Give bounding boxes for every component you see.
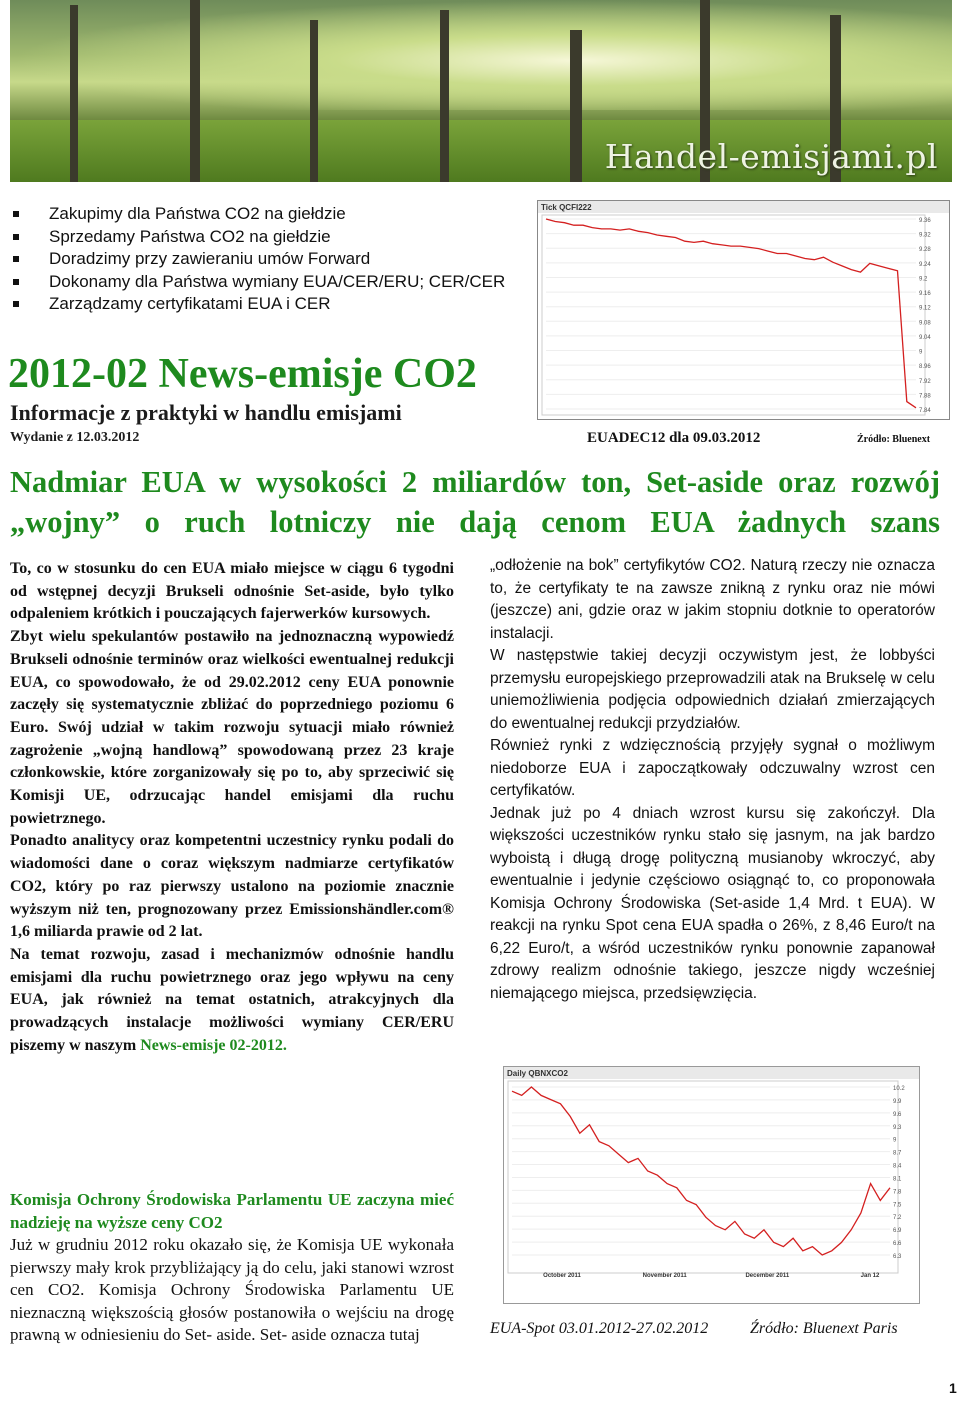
- site-logo-text: Handel-emisjami.pl: [604, 137, 938, 176]
- x-tick-label: December 2011: [745, 1273, 790, 1279]
- paragraph-text: Na temat rozwoju, zasad i mechanizmów odnośnie handlu emisjami dla ruchu powietrznego oraz jego wpływu na ceny EUA, jak również na temat ostatnich, atrakcyjnych dla prowadzących instalacje możliwości wymiany CER/ERU piszemy w naszym: [10, 945, 454, 1054]
- commission-section: [10, 1189, 454, 1347]
- y-tick-label: 9.04: [919, 334, 931, 341]
- y-tick-label: 8.1: [893, 1176, 902, 1183]
- paragraph: W następstwie takiej decyzji oczywistym jest, że lobbyści przemysłu europejskiego przeprowadzili atak na Brukselę w celu uniemożliwienia podjęcia odpowiednich działań zmierzających do ewentualnej redukcji przydziałów.: [490, 647, 935, 732]
- service-list: [10, 203, 530, 316]
- x-tick-label: October 2011: [543, 1273, 581, 1279]
- service-item: Doradzimy przy zawieraniu umów Forward: [10, 248, 530, 271]
- y-tick-label: 9.24: [919, 261, 931, 268]
- x-tick-label: Jan 12: [860, 1273, 880, 1279]
- y-tick-label: 7.88: [919, 393, 931, 400]
- service-item: Sprzedamy Państwa CO2 na giełdzie: [10, 226, 530, 249]
- y-tick-label: 7.8: [893, 1189, 902, 1196]
- y-tick-label: 6.9: [893, 1228, 902, 1235]
- y-tick-label: 7.92: [919, 378, 931, 385]
- price-chart-euadec12: [537, 200, 950, 420]
- y-tick-label: 9.12: [919, 305, 931, 312]
- chart2-source: Źródło: Bluenext Paris: [750, 1320, 898, 1337]
- y-tick-label: 9.28: [919, 247, 931, 254]
- article-headline: Nadmiar EUA w wysokości 2 miliardów ton, Set-aside oraz rozwój „wojny” o ruch lotniczy nie dają cenom EUA żadnych szans: [10, 465, 940, 539]
- chart1-source: Źródło: Bluenext: [857, 434, 931, 445]
- y-tick-label: 7.2: [893, 1215, 902, 1222]
- chart1-label: Tick QCFI222: [541, 203, 592, 212]
- y-tick-label: 10.2: [893, 1086, 905, 1092]
- y-tick-label: 7.5: [893, 1202, 902, 1209]
- y-tick-label: 8.96: [919, 364, 931, 371]
- paragraph: [10, 944, 454, 1058]
- paragraph: Jednak już po 4 dniach wzrost kursu się zakończył. Dla większości uczestników rynku stało się jasnym, na jak bardzo wyboistą i długą drogę polityczną musianoby wkroczyć, aby ewentualnie i jedynie częściowo osiągnąć to, co proponowała Komisja Ochrony Środowiska (Set-aside 1,4 Mrd. t EUA). W reakcji na rynku Spot cena EUA spadła o 26%, z 8,46 Euro/t na 6,22 Euro/t, a wśród uczestników rynku ponownie zapanował zdrowy realizm odnośnie takiego, jeszcze nigdy wcześniej niemającego miejsca, przedsięwzięcia.: [490, 804, 935, 1002]
- y-tick-label: 9.3: [893, 1124, 902, 1131]
- page-number: 1: [949, 1380, 957, 1396]
- paragraph: „odłożenie na bok” certyfikytów CO2. Naturą rzeczy nie oznacza to, że certyfikaty te na zawsze znikną z rynku oraz nie mówi (jeszcze) ani, gdzie oraz w jakim stopniu dotknie to operatorów instalacji.: [490, 557, 935, 642]
- chart2-svg: [504, 1067, 919, 1303]
- paragraph: To, co w stosunku do cen EUA miało miejsce w ciągu 6 tygodni od wstępnej decyzji Brukseli odnośnie Set-aside, było tylko odpaleniem krótkich i pouczających fajerwerków kursowych.: [10, 560, 454, 623]
- header-banner: [10, 0, 952, 182]
- chart2-caption: EUA-Spot 03.01.2012-27.02.2012: [490, 1320, 709, 1337]
- newsletter-subtitle: Informacje z praktyki w handlu emisjami: [10, 400, 402, 425]
- y-tick-label: 6.3: [893, 1254, 902, 1260]
- y-tick-label: 9.9: [893, 1098, 902, 1105]
- article-right-column: [490, 555, 935, 1005]
- newsletter-title: 2012-02 News-emisje CO2: [8, 351, 477, 397]
- paragraph: Również rynki z wdzięcznością przyjęły sygnał o możliwym niedoborze EUA i zapoczątkowały odczuwalny wzrost cen certyfikatów.: [490, 737, 935, 799]
- x-tick-label: November 2011: [642, 1273, 687, 1279]
- newsletter-link[interactable]: News-emisje 02-2012.: [140, 1036, 287, 1054]
- service-item: Dokonamy dla Państwa wymiany EUA/CER/ERU; CER/CER: [10, 271, 530, 294]
- chart1-caption: EUADEC12 dla 09.03.2012: [587, 430, 761, 446]
- issue-date: Wydanie z 12.03.2012: [10, 430, 140, 445]
- service-item: Zakupimy dla Państwa CO2 na giełdzie: [10, 203, 530, 226]
- section-heading: Komisja Ochrony Środowiska Parlamentu UE zaczyna mieć nadzieję na wyższe ceny CO2: [10, 1190, 454, 1232]
- y-tick-label: 6.6: [893, 1241, 902, 1248]
- y-tick-label: 9: [919, 349, 923, 356]
- y-tick-label: 9.6: [893, 1111, 902, 1118]
- y-tick-label: 9.16: [919, 291, 931, 298]
- paragraph: Ponadto analitycy oraz kompetentni uczestnicy rynku podali do wiadomości dane o coraz większym nadmiarze certyfikatów CO2, który po raz pierwszy ustalono na poziomie znacznie wyższym niż ten, prognozowany przez Emissionshändler.com® 1,6 miliarda prawie od 2 lat.: [10, 832, 454, 941]
- paragraph: Zbyt wielu spekulantów postawiło na jednoznaczną wypowiedź Brukseli odnośnie terminów oraz wielkości ewentualnej redukcji EUA, co spowodowało, że od 29.02.2012 ceny EUA ponownie zaczęły się systematycznie zbliżać do poprzedniego poziomu 6 Euro. Swój udział w takim rozwoju sytuacji miało również zagrożenie „wojną handlową” spowodowaną przez 23 kraje członkowskie, które zorganizowały się po to, aby sprzeciwić się Komisji UE, odrzucając handel emisjami dla ruchu powietrznego.: [10, 628, 454, 827]
- y-tick-label: 8.7: [893, 1150, 902, 1157]
- y-tick-label: 9.2: [919, 276, 928, 283]
- article-left-column: [10, 558, 454, 1057]
- y-tick-label: 9.08: [919, 320, 931, 327]
- chart1-svg: [538, 201, 949, 419]
- y-tick-label: 9.32: [919, 232, 931, 239]
- y-tick-label: 9.36: [919, 218, 931, 224]
- chart2-label: Daily QBNXCO2: [507, 1069, 568, 1078]
- service-item: Zarządzamy certyfikatami EUA i CER: [10, 293, 530, 316]
- y-tick-label: 8.4: [893, 1163, 902, 1170]
- y-tick-label: 9: [893, 1137, 897, 1144]
- y-tick-label: 7.84: [919, 408, 931, 414]
- paragraph: Już w grudniu 2012 roku okazało się, że Komisja UE wykonała pierwszy mały krok przybliżający ją do celu, jaki stanowi wzrost cen CO2. Komisja Ochrony Środowiska Parlamentu UE nieznaczną większością głosów postanowiła o wejściu na drogę prawną w odniesieniu do Set- aside. Set- aside oznacza tutaj: [10, 1235, 454, 1344]
- price-chart-eua-spot: [503, 1066, 920, 1304]
